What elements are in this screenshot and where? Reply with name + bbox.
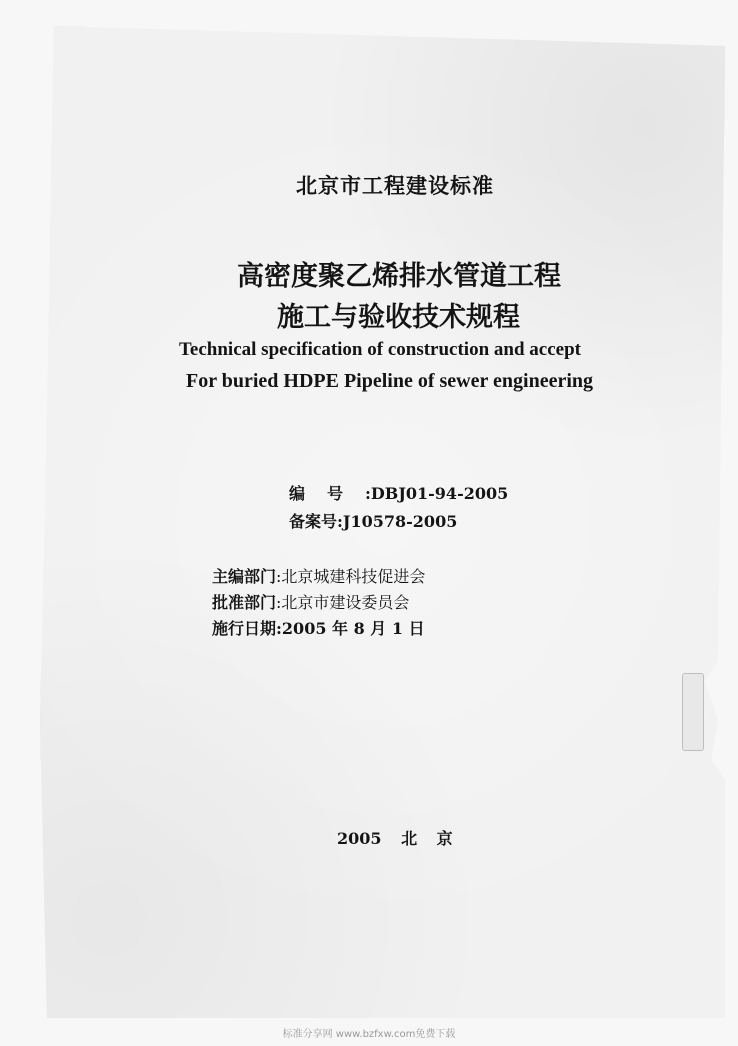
- effective-date: [212, 616, 425, 639]
- filing-number: [289, 509, 457, 532]
- document-number: [289, 481, 508, 504]
- editor-department-value: :北京城建科技促进会: [276, 567, 426, 586]
- effective-date-label: 施行日期: [212, 619, 277, 638]
- standard-heading: 北京市工程建设标准: [296, 174, 494, 198]
- document-number-value: :DBJ01-94-2005: [365, 484, 509, 503]
- filing-number-label: 备案号: [289, 512, 338, 531]
- title-line-1: 高密度聚乙烯排水管道工程: [237, 261, 561, 292]
- editor-department-label: 主编部门: [212, 567, 277, 586]
- editor-department: [212, 564, 425, 587]
- paper-tab: [682, 673, 704, 751]
- english-title-line-1: Technical specification of construction and accept: [179, 339, 581, 360]
- approving-department-label: 批准部门: [212, 593, 277, 612]
- filing-number-value: :J10578-2005: [337, 512, 458, 531]
- english-title-line-2: For buried HDPE Pipeline of sewer engineering: [186, 370, 594, 392]
- approving-department: [212, 590, 409, 613]
- publication-year-city: 2005 北 京: [337, 829, 453, 848]
- watermark: 标准分享网 www.bzfxw.com免费下载: [282, 1029, 456, 1040]
- approving-department-value: :北京市建设委员会: [276, 593, 410, 612]
- effective-date-value: :2005 年 8 月 1 日: [276, 619, 425, 638]
- title-line-2: 施工与验收技术规程: [277, 302, 520, 333]
- document-number-label: 编号: [289, 484, 366, 503]
